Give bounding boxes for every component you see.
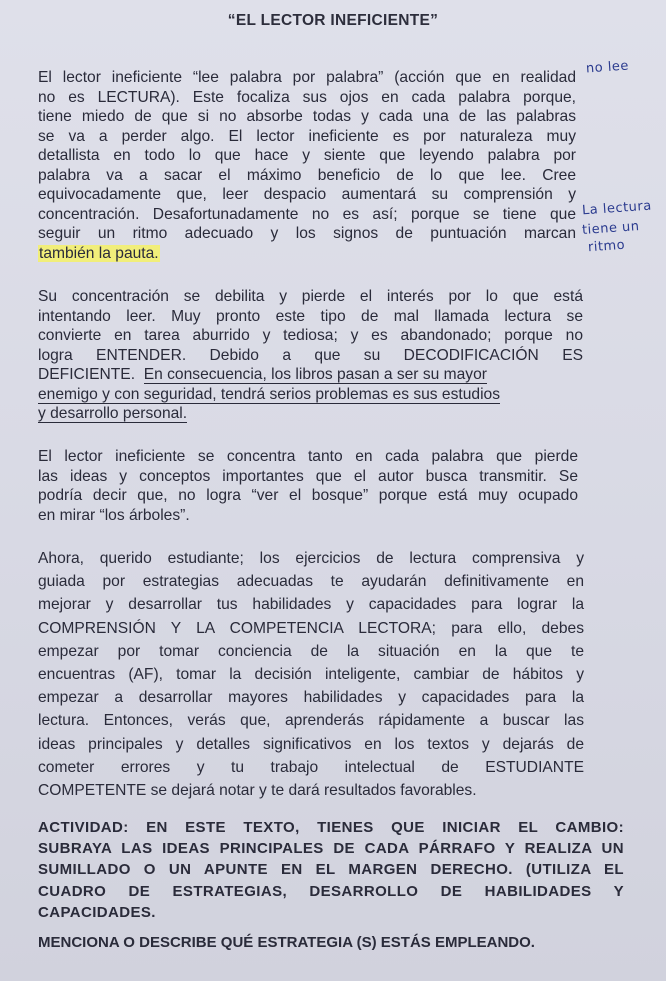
text-line: CUADRO DE ESTRATEGIAS, DESARROLLO DE HABILIDADES Y — [38, 882, 624, 900]
text-line: palabra va a sacar el máximo beneficio de lo que lee. Cree — [38, 166, 576, 184]
paragraph-3 — [38, 447, 578, 525]
text-line: Ahora, querido estudiante; los ejercicios de lectura comprensiva y — [38, 550, 584, 567]
document-title: “EL LECTOR INEFICIENTE” — [227, 12, 439, 29]
margin-note: La lectura — [581, 198, 653, 219]
text-line: podría decir que, no logra “ver el bosque” porque está muy ocupado — [38, 487, 578, 504]
text-line: las ideas y conceptos importantes que el autor busca transmitir. Se — [38, 467, 578, 485]
text-line: ideas principales y detalles significativos en los textos y dejarás de — [38, 735, 584, 753]
margin-note: ritmo — [587, 237, 626, 256]
text-line: se va a perder algo. El lector ineficiente es por naturaleza muy — [38, 127, 576, 145]
margin-note: no lee — [585, 58, 630, 77]
text-line: en mirar “los árboles”. — [38, 506, 190, 524]
paragraph-2 — [38, 287, 583, 424]
text-line: convierte en tarea aburrido y tediosa; y es abandonado; porque no — [38, 327, 583, 344]
text-line: El lector ineficiente “lee palabra por palabra” (acción que en realidad — [38, 69, 576, 86]
text-line: encuentras (AF), tomar la decisión inteligente, cambiar de hábitos y — [38, 665, 584, 683]
margin-note: tiene un — [581, 219, 641, 238]
text-line: SUMILLADO O UN APUNTE EN EL MARGEN DERECHO. (UTILIZA EL — [38, 861, 624, 879]
highlighted-text: también la pauta. — [39, 244, 159, 262]
underlined-text: En consecuencia, los libros pasan a ser su mayor — [143, 366, 487, 383]
text-segment: DEFICIENTE. — [38, 366, 136, 383]
text-line: logra ENTENDER. Debido a que su DECODIFICACIÓN ES — [38, 346, 583, 364]
underlined-text: y desarrollo personal. — [38, 405, 188, 422]
mention-instruction: MENCIONA O DESCRIBE QUÉ ESTRATEGIA (S) ESTÁS EMPLEANDO. — [38, 934, 535, 951]
text-line: empezar por tomar conciencia de la situación en la que te — [38, 642, 584, 660]
text-line: lectura. Entonces, verás que, aprenderás rápidamente a buscar las — [38, 712, 584, 730]
underlined-text: enemigo y con seguridad, tendrá serios problemas es sus estudios — [38, 385, 501, 403]
text-line: detallista en todo lo que hace y siente que leyendo palabra por — [38, 147, 576, 164]
text-line: cometer errores y tu trabajo intelectual de ESTUDIANTE — [38, 758, 584, 776]
text-line: no es LECTURA). Este focaliza sus ojos en cada palabra porque, — [38, 88, 576, 106]
text-line: ACTIVIDAD: EN ESTE TEXTO, TIENES QUE INICIAR EL CAMBIO: — [38, 819, 624, 836]
activity-instructions — [38, 817, 624, 923]
text-line: COMPRENSIÓN Y LA COMPETENCIA LECTORA; para ello, debes — [38, 619, 584, 637]
text-line: SUBRAYA LAS IDEAS PRINCIPALES DE CADA PÁRRAFO Y REALIZA UN — [38, 840, 624, 858]
text-line: empezar a desarrollar mayores habilidades y capacidades para la — [38, 689, 584, 707]
text-line: concentración. Desafortunadamente no es así; porque se tiene que — [38, 205, 576, 223]
text-line: tiene miedo de que si no absorbe todas y cada una de las palabras — [38, 108, 576, 125]
text-line: COMPETENTE se dejará notar y te dará resultados favorables. — [38, 781, 477, 799]
text-line: equivocadamente que, leer despacio aumentará su comprensión y — [38, 186, 576, 203]
text-line: guiada por estrategias adecuadas te ayudarán definitivamente en — [38, 573, 584, 591]
text-line: CAPACIDADES. — [38, 903, 156, 921]
text-line: intentando leer. Muy pronto este tipo de mal llamada lectura se — [38, 307, 583, 325]
paragraph-1 — [38, 68, 576, 263]
text-line: Su concentración se debilita y pierde el interés por lo que está — [38, 288, 583, 305]
text-line: seguir un ritmo adecuado y los signos de puntuación marcan — [38, 225, 576, 242]
text-line: mejorar y desarrollar tus habilidades y capacidades para lograr la — [38, 596, 584, 614]
text-line: El lector ineficiente se concentra tanto en cada palabra que pierde — [38, 448, 578, 465]
paragraph-4 — [38, 547, 584, 802]
